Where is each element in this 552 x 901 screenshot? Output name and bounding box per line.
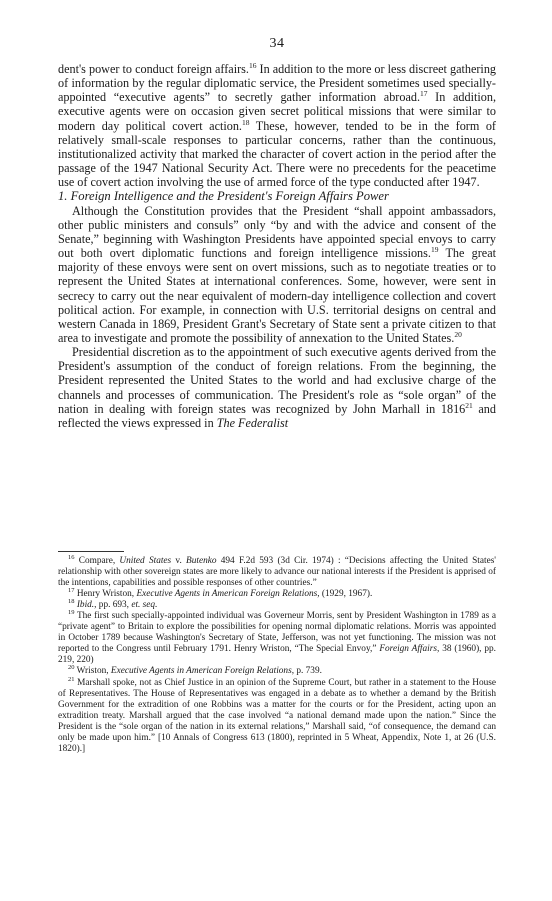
footnote-ref[interactable]: 18 (241, 117, 250, 127)
text-run: Marshall spoke, not as Chief Justice in an opinion of the Supreme Court, but rather in a statement to the House of Representatives. The House of Representatives was engaged in a debate as to whether a demand by the British Government for the extradition of one Robbins was a matter for the courts or for the President, acting upon an extradition treaty. Marshall argued that the case involved “a national demand made upon the nation.” Since the President is the “sole organ of the nation in its external relations,” Marshall said, “of consequence, the demand can only be made upon him.” [10 Annals of Congress 613 (1800), reprinted in 5 Wheat, Appendix, Note 1, at 26 (U.S. 1820).] (58, 677, 496, 754)
page-number: 34 (269, 36, 285, 51)
body-text (58, 62, 496, 430)
footnote-divider (58, 551, 124, 552)
text-run: , pp. 693, (94, 600, 132, 611)
book-title: The Federalist (216, 415, 289, 430)
book-title: Executive Agents in American Foreign Relations, (110, 666, 295, 677)
section-heading: 1. Foreign Intelligence and the President's Foreign Affairs Power (58, 189, 389, 204)
text-run: p. 739. (294, 666, 322, 677)
text-run: v. (171, 556, 187, 566)
text-run: Although the Constitution provides that the President “shall appoint ambassadors, other public ministers and consuls” only “by and with the advice and consent of the Senate,” beginning with Washington Presidents have appointed special envoys to carry out both overt diplomatic functions and foreign intelligence missions. (58, 203, 496, 261)
text-run: (1929, 1967). (319, 589, 373, 600)
text-run: The great majority of these envoys were sent on overt missions, such as to negotiate treaties or to represent the United States at international conferences. Some, however, were sent in secrecy to carry out the near equivalent of modern-day intelligence collection and covert political action. For example, in connection with U.S. territorial designs on central and western Canada in 1869, President Grant's Secretary of State sent a private citizen to that area to investigate and promote the possibility of annexation to the United States. (58, 246, 496, 345)
footnote-number: 16 (68, 553, 75, 561)
text-run: The first such specially-appointed individual was Governeur Morris, sent by President Washington in 1789 as a “private agent” to Britain to explore the possibilities for opening normal diplomatic relations. Morris was appointed in October 1789 because Washington's Secretary of State, Jefferson, was not yet functioning. The mission was not reported to the Congress until February 1791. Henry Wriston, “The Special Envoy,” (58, 611, 496, 655)
paragraph (58, 62, 496, 189)
footnotes (58, 553, 496, 755)
text-run: dent's power to conduct foreign affairs. (58, 62, 249, 76)
citation-abbrev: Ibid. (76, 600, 95, 611)
journal-title: Foreign Affairs, (379, 644, 440, 655)
text-run: In addition, executive agents were on occasion given secret political missions that were similar to modern day political covert action. (58, 90, 496, 133)
footnote-number: 17 (68, 587, 75, 595)
footnote (58, 589, 496, 600)
text-run: 494 F.2d 593 (3d Cir. 1974) : “Decisions affecting the United States' relationship with other sovereign states are more likely to advance our national interests if the President is apprised of the intentions, capabilities and possible responses of other countries.” (58, 556, 496, 589)
footnote-ref[interactable]: 16 (248, 60, 257, 70)
footnote (58, 553, 496, 589)
footnote-ref[interactable]: 20 (454, 329, 462, 339)
footnote-number: 21 (68, 675, 75, 683)
case-name: Butenko (186, 556, 217, 566)
paragraph (58, 345, 496, 430)
book-title: Executive Agents in American Foreign Relations, (136, 589, 320, 600)
text-run: These, however, tended to be in the form of relatively small-scale responses to particular concerns, rather than the continuous, institutionalized activity that marked the character of covert action in the period after the passage of the 1947 National Security Act. There were no precedents for the peacetime use of covert action involving the use of armed force of the type conducted after 1947. (58, 118, 496, 190)
footnote (58, 675, 496, 755)
footnote (58, 666, 496, 677)
text-run: Compare, (74, 556, 120, 566)
footnote-ref[interactable]: 17 (420, 89, 428, 99)
citation-abbrev: et. seq. (131, 600, 158, 611)
footnote-ref[interactable]: 21 (465, 400, 473, 410)
text-run: 38 (1960), pp. 219, 220) (58, 644, 496, 666)
paragraph (58, 204, 496, 346)
text-run: In addition to the more or less discreet gathering of information by the regular diplomatic service, the President sometimes used specially-appointed “executive agents” to secretly gather information abroad. (58, 62, 497, 105)
footnote-number: 19 (68, 609, 75, 617)
case-name: United States (119, 556, 172, 566)
footnote-number: 20 (68, 664, 75, 672)
text-run: and reflected the views expressed in (58, 401, 496, 430)
footnote-ref[interactable]: 19 (430, 244, 439, 254)
text-run: Presidential discretion as to the appointment of such executive agents derived from the President's assumption of the conduct of foreign relations. From the beginning, the President represented the United States to the world and had exclusive charge of the channels and processes of communication. The President's role as “sole organ” of the nation in dealing with foreign states was recognized by John Marhall in 1816 (58, 345, 496, 416)
text-run: Wriston, (74, 666, 111, 677)
text-run: Henry Wriston, (74, 589, 137, 600)
footnote-number: 18 (68, 598, 75, 606)
footnote (58, 600, 496, 611)
footnote (58, 611, 496, 666)
